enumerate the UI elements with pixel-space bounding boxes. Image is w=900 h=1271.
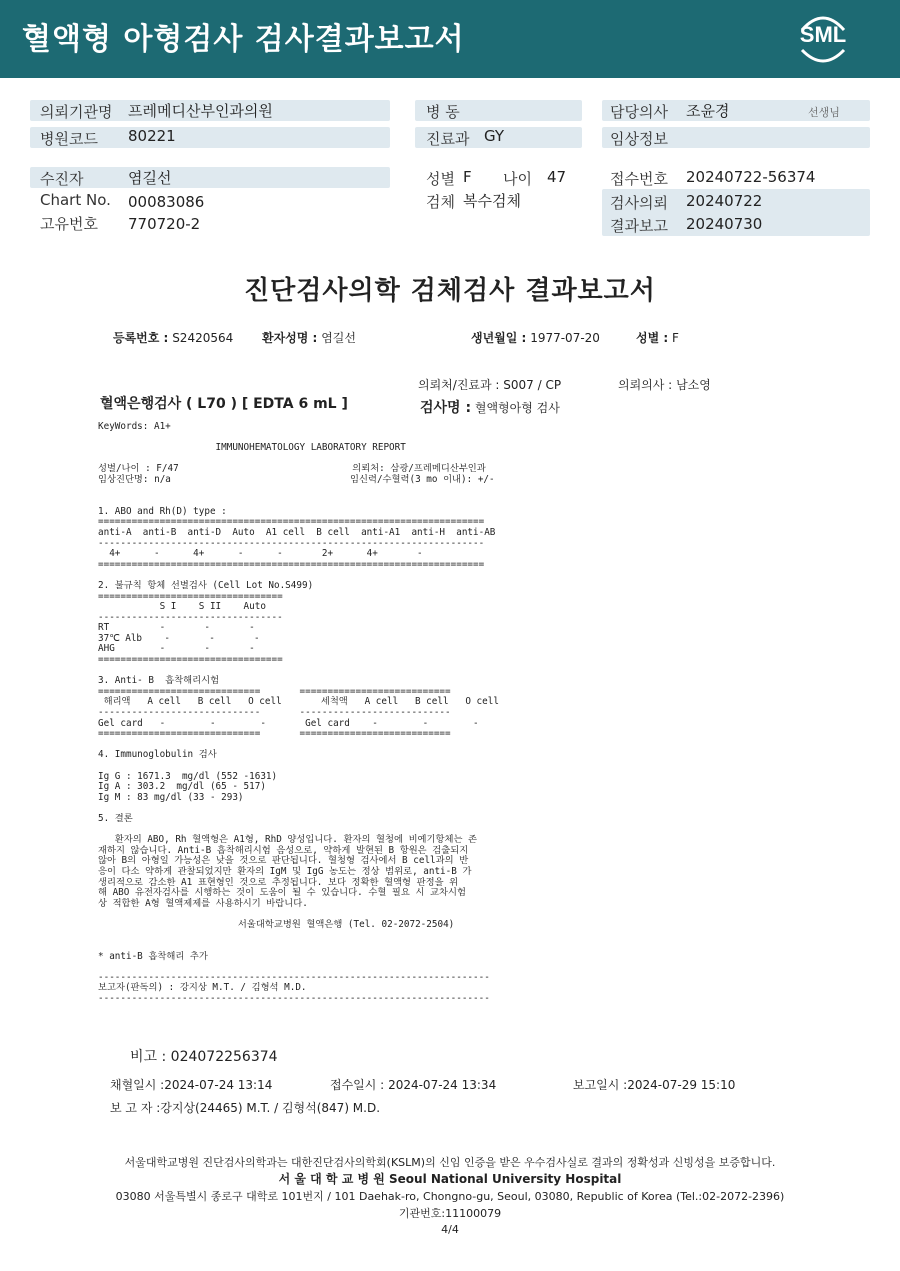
request-label: 검사의뢰 (610, 194, 668, 212)
report-body: KeyWords: A1+ IMMUNOHEMATOLOGY LABORATORY REPORT 성별/나이 : F/47 의뢰처: 삼광/프레메디산부인과 임상진단명: n/a 임신력/수혈력(3 mo 이내): +/- 1. ABO and Rh(D) type : ===================================================================== anti-A anti-B anti-D Auto A1 cell B cell anti-A1 anti-H anti-AB --------------------------------------------------------------------- 4+ - 4+ - - 2+ 4+ - ===================================================================== 2. 불규칙 항체 선별검사 (Cell Lot No.S499) ================================= S I S II Auto --------------------------------- RT - - - 37℃ Alb - - - AHG - - - ================================= 3. Anti- B 흡착해리시험 ============================= =========================== 해리액 A cell B cell O cell 세척액 A cell B cell O cell ----------------------------- --------------------------- Gel card - - - Gel card - - - ============================= =========================== 4. Immunoglobulin 검사 Ig G : 1671.3 mg/dl (552 -1631) Ig A : 303.2 mg/dl (65 - 517) Ig M : 83 mg/dl (33 - 293) 5. 결론 환자의 ABO, Rh 혈액형은 A1형, RhD 양성입니다. 환자의 혈청에 비예기항체는 존 재하지 않습니다. Anti-B 흡착해리시험 음성으로, 약하게 발현된 B 항원은 검출되지 않아 B의 아형일 가능성은 낮을 것으로 판단됩니다. 혈청형 검사에서 B cell과의 반 응이 다소 약하게 관찰되었지만 환자의 IgM 및 IgG 농도는 정상 범위로, anti-B 가 생리적으로 감소한 A1 표현형인 것으로 추정됩니다. 보다 정확한 혈액형 판정을 위 해 ABO 유전자검사를 시행하는 것이 도움이 될 수 있습니다. 수혈 필요 시 교차시험 상 적합한 A형 혈액제제를 사용하시기 바랍니다. 서울대학교병원 혈액은행 (Tel. 02-2072-2504) * anti-B 흡착해리 추가 ---------------------------------------------------------------------- 보고자(판독의) : 강지상 M.T. / 김형석 M.D. ---------------------------------------------------------------------- (98, 421, 499, 1005)
ward-label: 병 동 (426, 103, 460, 121)
patient-name: 환자성명 : 염길선 (262, 331, 356, 345)
logo-text: SML (799, 22, 847, 47)
age-label: 나이 (503, 170, 532, 188)
reporter: 보 고 자 :강지상(24465) M.T. / 김형석(847) M.D. (110, 1101, 381, 1115)
test-group: 혈액은행검사 ( L70 ) [ EDTA 6 mL ] (100, 396, 348, 412)
sex-value: F (463, 168, 472, 186)
hospital-code-label: 병원코드 (40, 130, 98, 148)
doctor-value: 조윤경 (686, 102, 730, 120)
hospital-code-value: 80221 (128, 127, 176, 145)
sex-label: 성별 (426, 170, 455, 188)
patient-label: 수진자 (40, 170, 84, 188)
age-value: 47 (547, 168, 567, 186)
hospital-address: 03080 서울특별시 종로구 대학로 101번지 / 101 Daehak-ro, Chongno-gu, Seoul, 03080, Republic of Korea (Tel.:02-2072-2396) (115, 1190, 785, 1203)
unique-value: 770720-2 (128, 215, 201, 233)
report-date-label: 결과보고 (610, 217, 668, 235)
page-number: 4/4 (441, 1223, 459, 1236)
receive-time: 접수일시 : 2024-07-24 13:34 (330, 1078, 497, 1092)
institution-label: 의뢰기관명 (40, 103, 113, 121)
dept-value: GY (484, 127, 505, 145)
referral: 의뢰처/진료과 : S007 / CP (418, 378, 562, 392)
specimen-value: 복수검체 (463, 192, 521, 210)
doctor-suffix: 선생님 (808, 106, 840, 119)
institution-value: 프레메디산부인과의원 (128, 102, 273, 120)
org-code: 기관번호:11100079 (398, 1207, 502, 1220)
referral-doctor: 의뢰의사 : 남소영 (618, 378, 711, 392)
note: 비고 : 024072256374 (130, 1049, 278, 1065)
receipt-value: 20240722-56374 (686, 168, 816, 186)
report-sex: 성별 : F (636, 331, 679, 345)
patient-bar (30, 167, 390, 188)
doctor-label: 담당의사 (610, 103, 668, 121)
page-title: 혈액형 아형검사 검사결과보고서 (22, 22, 465, 57)
dept-label: 진료과 (426, 130, 470, 148)
page-header (0, 0, 900, 78)
request-value: 20240722 (686, 192, 763, 210)
chart-label: Chart No. (40, 191, 111, 209)
patient-value: 염길선 (128, 169, 172, 187)
report-time: 보고일시 :2024-07-29 15:10 (573, 1078, 736, 1092)
hospital-name: 서 울 대 학 교 병 원 Seoul National University Hospital (278, 1172, 622, 1186)
report-date-value: 20240730 (686, 215, 763, 233)
reg-number: 등록번호 : S2420564 (113, 331, 234, 345)
clinical-label: 임상정보 (610, 130, 668, 148)
certification-line: 서울대학교병원 진단검사의학과는 대한진단검사의학회(KSLM)의 신임 인증을 받은 우수검사실로 결과의 정확성과 신빙성을 보증합니다. (124, 1156, 776, 1169)
receipt-label: 접수번호 (610, 170, 668, 188)
birth-date: 생년월일 : 1977-07-20 (471, 331, 600, 345)
report-title: 진단검사의학 검체검사 결과보고서 (244, 276, 656, 306)
test-name: 검사명 : 혈액형아형 검사 (420, 400, 560, 416)
chart-value: 00083086 (128, 193, 205, 211)
specimen-label: 검체 (426, 193, 455, 211)
unique-label: 고유번호 (40, 215, 98, 233)
sml-logo (792, 10, 854, 68)
collect-time: 채혈일시 :2024-07-24 13:14 (110, 1078, 273, 1092)
